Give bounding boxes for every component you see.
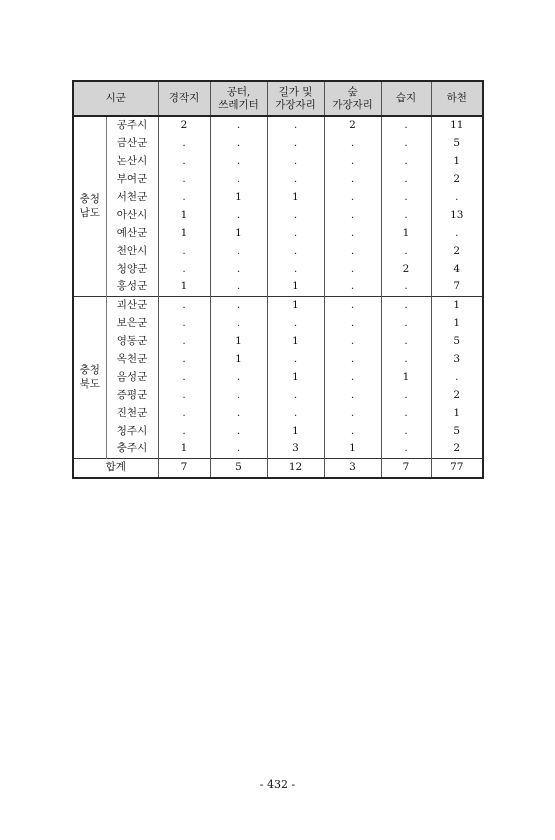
vacant-cell: . — [210, 206, 267, 224]
farmland-cell: . — [158, 315, 210, 333]
city-cell: 공주시 — [106, 116, 158, 135]
wetland-cell: . — [381, 333, 431, 351]
river-cell: . — [431, 368, 483, 386]
city-cell: 음성군 — [106, 368, 158, 386]
total-road-cell: 12 — [267, 458, 324, 478]
forest-cell: . — [324, 315, 381, 333]
river-cell: 2 — [431, 386, 483, 404]
table-row — [73, 351, 483, 369]
forest-cell: . — [324, 135, 381, 153]
city-cell: 괴산군 — [106, 296, 158, 314]
forest-cell: 1 — [324, 440, 381, 458]
table-row — [73, 296, 483, 314]
vacant-cell: . — [210, 315, 267, 333]
vacant-cell: . — [210, 153, 267, 171]
header-vacant-lot: 공터, 쓰레기터 — [210, 81, 267, 116]
road-cell: . — [267, 386, 324, 404]
river-cell: 13 — [431, 206, 483, 224]
farmland-cell: 1 — [158, 278, 210, 296]
table-row — [73, 206, 483, 224]
river-cell: 1 — [431, 404, 483, 422]
vacant-cell: . — [210, 386, 267, 404]
road-cell: 1 — [267, 422, 324, 440]
vacant-cell: . — [210, 296, 267, 314]
farmland-cell: . — [158, 404, 210, 422]
city-cell: 청양군 — [106, 260, 158, 278]
vacant-cell: . — [210, 278, 267, 296]
wetland-cell: . — [381, 351, 431, 369]
vacant-cell: . — [210, 135, 267, 153]
table-row — [73, 242, 483, 260]
city-cell: 영동군 — [106, 333, 158, 351]
road-cell: . — [267, 206, 324, 224]
header-forest-edge: 숲 가장자리 — [324, 81, 381, 116]
road-cell: . — [267, 116, 324, 135]
river-cell: 5 — [431, 333, 483, 351]
province-label-line2: 남도 — [79, 207, 100, 220]
wetland-cell: . — [381, 296, 431, 314]
wetland-cell: . — [381, 135, 431, 153]
city-cell: 홍성군 — [106, 278, 158, 296]
farmland-cell: . — [158, 296, 210, 314]
city-cell: 예산군 — [106, 224, 158, 242]
road-cell: . — [267, 260, 324, 278]
table-row — [73, 135, 483, 153]
river-cell: 2 — [431, 242, 483, 260]
forest-cell: . — [324, 206, 381, 224]
road-cell: . — [267, 242, 324, 260]
wetland-cell: . — [381, 206, 431, 224]
river-cell: . — [431, 224, 483, 242]
table-row — [73, 260, 483, 278]
vacant-cell: . — [210, 368, 267, 386]
farmland-cell: . — [158, 386, 210, 404]
city-cell: 청주시 — [106, 422, 158, 440]
total-wetland-cell: 7 — [381, 458, 431, 478]
farmland-cell: . — [158, 242, 210, 260]
road-cell: 1 — [267, 296, 324, 314]
vacant-cell: 1 — [210, 224, 267, 242]
province-label-line1: 충청 — [79, 193, 100, 206]
total-label: 합계 — [73, 458, 158, 478]
farmland-cell: . — [158, 260, 210, 278]
vacant-cell: . — [210, 242, 267, 260]
forest-cell: 2 — [324, 116, 381, 135]
table-row — [73, 440, 483, 458]
wetland-cell: . — [381, 315, 431, 333]
table-row — [73, 224, 483, 242]
wetland-cell: 1 — [381, 224, 431, 242]
vacant-cell: 1 — [210, 189, 267, 207]
forest-cell: . — [324, 242, 381, 260]
vacant-cell: . — [210, 404, 267, 422]
forest-cell: . — [324, 171, 381, 189]
road-cell: 1 — [267, 368, 324, 386]
river-cell: 7 — [431, 278, 483, 296]
page-number: - 432 - — [259, 778, 296, 791]
wetland-cell: . — [381, 189, 431, 207]
forest-cell: . — [324, 278, 381, 296]
city-cell: 부여군 — [106, 171, 158, 189]
farmland-cell: 1 — [158, 440, 210, 458]
vacant-cell: . — [210, 440, 267, 458]
header-region: 시군 — [73, 81, 158, 116]
province-label-line1: 충청 — [79, 364, 100, 377]
farmland-cell: 1 — [158, 224, 210, 242]
wetland-cell: . — [381, 404, 431, 422]
vacant-cell: . — [210, 422, 267, 440]
total-vacant-cell: 5 — [210, 458, 267, 478]
total-row — [73, 458, 483, 478]
city-cell: 아산시 — [106, 206, 158, 224]
wetland-cell: . — [381, 422, 431, 440]
farmland-cell: . — [158, 189, 210, 207]
forest-cell: . — [324, 351, 381, 369]
river-cell: 1 — [431, 153, 483, 171]
city-cell: 충주시 — [106, 440, 158, 458]
farmland-cell: . — [158, 351, 210, 369]
river-cell: 1 — [431, 315, 483, 333]
province-label-line2: 북도 — [79, 378, 100, 391]
city-cell: 증평군 — [106, 386, 158, 404]
total-river-cell: 77 — [431, 458, 483, 478]
city-cell: 진천군 — [106, 404, 158, 422]
table-row — [73, 386, 483, 404]
wetland-cell: . — [381, 386, 431, 404]
forest-cell: . — [324, 153, 381, 171]
river-cell: . — [431, 189, 483, 207]
road-cell: 1 — [267, 278, 324, 296]
river-cell: 3 — [431, 351, 483, 369]
forest-cell: . — [324, 333, 381, 351]
road-cell: 1 — [267, 189, 324, 207]
road-cell: . — [267, 224, 324, 242]
table-row — [73, 404, 483, 422]
road-cell: . — [267, 315, 324, 333]
forest-cell: . — [324, 260, 381, 278]
table-row — [73, 278, 483, 296]
header-farmland: 경작지 — [158, 81, 210, 116]
farmland-cell: 2 — [158, 116, 210, 135]
city-cell: 옥천군 — [106, 351, 158, 369]
wetland-cell: 2 — [381, 260, 431, 278]
wetland-cell: . — [381, 278, 431, 296]
table-header — [73, 81, 483, 116]
header-roadside: 길가 및 가장자리 — [267, 81, 324, 116]
table-row — [73, 171, 483, 189]
forest-cell: . — [324, 422, 381, 440]
vacant-cell: . — [210, 116, 267, 135]
road-cell: . — [267, 351, 324, 369]
city-cell: 천안시 — [106, 242, 158, 260]
wetland-cell: . — [381, 171, 431, 189]
header-wetland: 습지 — [381, 81, 431, 116]
river-cell: 5 — [431, 135, 483, 153]
road-cell: . — [267, 171, 324, 189]
table-row — [73, 315, 483, 333]
header-river: 하천 — [431, 81, 483, 116]
wetland-cell: . — [381, 242, 431, 260]
road-cell: . — [267, 135, 324, 153]
province-cell — [73, 116, 106, 296]
total-farmland-cell: 7 — [158, 458, 210, 478]
farmland-cell: . — [158, 333, 210, 351]
forest-cell: . — [324, 189, 381, 207]
vacant-cell: 1 — [210, 333, 267, 351]
total-forest-cell: 3 — [324, 458, 381, 478]
river-cell: 1 — [431, 296, 483, 314]
farmland-cell: . — [158, 153, 210, 171]
road-cell: . — [267, 153, 324, 171]
table-row — [73, 368, 483, 386]
table-row — [73, 116, 483, 135]
wetland-cell: . — [381, 153, 431, 171]
forest-cell: . — [324, 296, 381, 314]
forest-cell: . — [324, 368, 381, 386]
table-row — [73, 422, 483, 440]
farmland-cell: . — [158, 368, 210, 386]
city-cell: 서천군 — [106, 189, 158, 207]
river-cell: 2 — [431, 171, 483, 189]
river-cell: 11 — [431, 116, 483, 135]
road-cell: 1 — [267, 333, 324, 351]
wetland-cell: . — [381, 440, 431, 458]
farmland-cell: . — [158, 422, 210, 440]
river-cell: 5 — [431, 422, 483, 440]
farmland-cell: . — [158, 135, 210, 153]
table-body — [73, 116, 483, 478]
road-cell: . — [267, 404, 324, 422]
vacant-cell: 1 — [210, 351, 267, 369]
farmland-cell: 1 — [158, 206, 210, 224]
forest-cell: . — [324, 386, 381, 404]
wetland-cell: . — [381, 116, 431, 135]
road-cell: 3 — [267, 440, 324, 458]
vacant-cell: . — [210, 171, 267, 189]
river-cell: 2 — [431, 440, 483, 458]
city-cell: 금산군 — [106, 135, 158, 153]
habitat-distribution-table — [72, 80, 484, 479]
farmland-cell: . — [158, 171, 210, 189]
forest-cell: . — [324, 224, 381, 242]
city-cell: 논산시 — [106, 153, 158, 171]
table-row — [73, 189, 483, 207]
wetland-cell: 1 — [381, 368, 431, 386]
city-cell: 보은군 — [106, 315, 158, 333]
river-cell: 4 — [431, 260, 483, 278]
table-row — [73, 333, 483, 351]
province-cell — [73, 296, 106, 458]
vacant-cell: . — [210, 260, 267, 278]
table-row — [73, 153, 483, 171]
forest-cell: . — [324, 404, 381, 422]
